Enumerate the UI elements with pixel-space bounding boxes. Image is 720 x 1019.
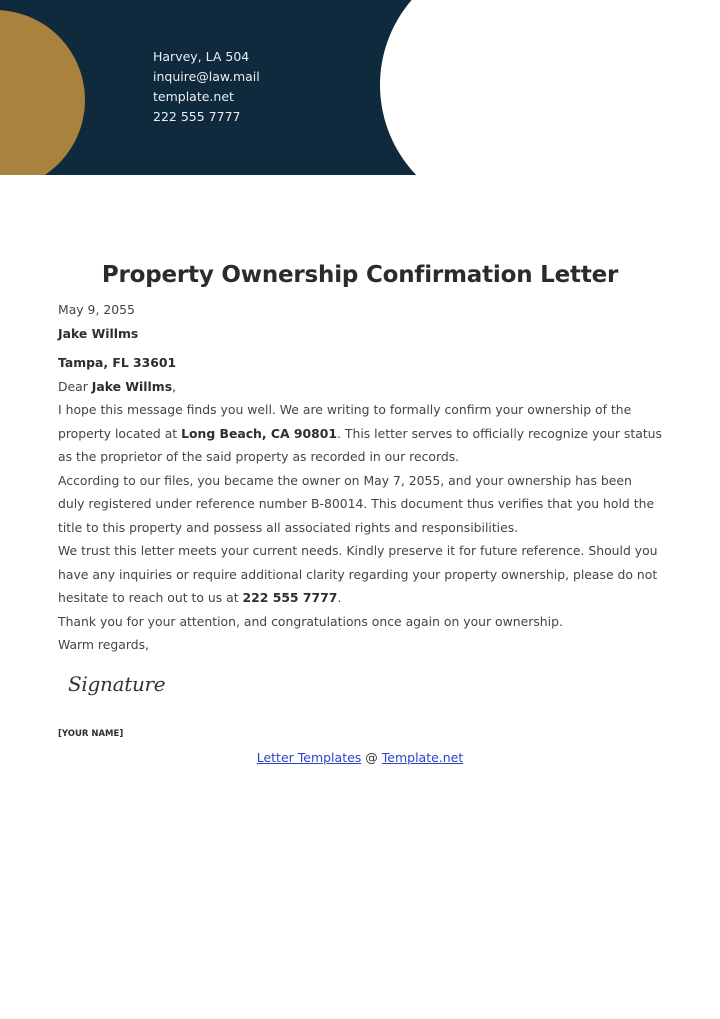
paragraph-2-line-3: title to this property and possess all associated rights and responsibilities. [58, 519, 519, 535]
property-location: Long Beach, CA 90801 [181, 425, 338, 441]
text-span: . This letter serves to officially recognize your status [337, 425, 662, 441]
signature: Signature [68, 672, 166, 696]
paragraph-1-line-3: as the proprietor of the said property as recorded in our records. [58, 449, 460, 464]
contact-website: template.net [153, 89, 234, 104]
text-span: hesitate to reach out to us at [58, 590, 243, 605]
text-span: property located at [58, 425, 182, 441]
paragraph-2-line-1: According to our files, you became the owner on May 7, 2055, and your ownership has been [58, 472, 632, 488]
header-band [0, 0, 720, 175]
contact-email: inquire@law.mail [153, 69, 260, 84]
paragraph-2-line-2: duly registered under reference number B-80014. This document thus verifies that you hold the [58, 496, 655, 511]
contact-address: Harvey, LA 504 [153, 49, 250, 64]
paragraph-3-line-1: We trust this letter meets your current needs. Kindly preserve it for future reference. Should you [58, 543, 658, 558]
salutation [58, 375, 662, 399]
letter-templates-link[interactable]: Letter Templates [256, 750, 362, 765]
header-white-circle [380, 0, 640, 175]
text-span: . [337, 590, 342, 605]
footer-separator: @ [361, 750, 382, 765]
recipient-name: Jake Willms [58, 325, 139, 341]
closing-line: Warm regards, [58, 637, 149, 652]
paragraph-1-line-2 [58, 422, 662, 446]
footer [0, 750, 720, 765]
contact-phone-inline: 222 555 7777 [242, 590, 338, 605]
salutation-prefix: Dear [58, 378, 92, 394]
salutation-suffix: , [172, 378, 177, 394]
paragraph-3-line-2: have any inquiries or require additional clarity regarding your property ownership, please do not [58, 566, 658, 582]
your-name-placeholder: [YOUR NAME] [58, 729, 124, 739]
header-graphic [0, 0, 720, 175]
thanks-line: Thank you for your attention, and congratulations once again on your ownership. [58, 613, 563, 629]
letter-title: Property Ownership Confirmation Letter [101, 262, 619, 288]
salutation-name: Jake Willms [91, 378, 173, 394]
paragraph-1-line-1: I hope this message finds you well. We are writing to formally confirm your ownership of the [58, 402, 632, 417]
template-net-link[interactable]: Template.net [381, 750, 464, 765]
paragraph-3-line-3 [58, 586, 662, 610]
letter-date: May 9, 2055 [58, 302, 135, 317]
recipient-city: Tampa, FL 33601 [58, 355, 177, 370]
contact-block [153, 47, 260, 127]
letter-body [58, 298, 662, 657]
contact-phone: 222 555 7777 [153, 109, 241, 124]
